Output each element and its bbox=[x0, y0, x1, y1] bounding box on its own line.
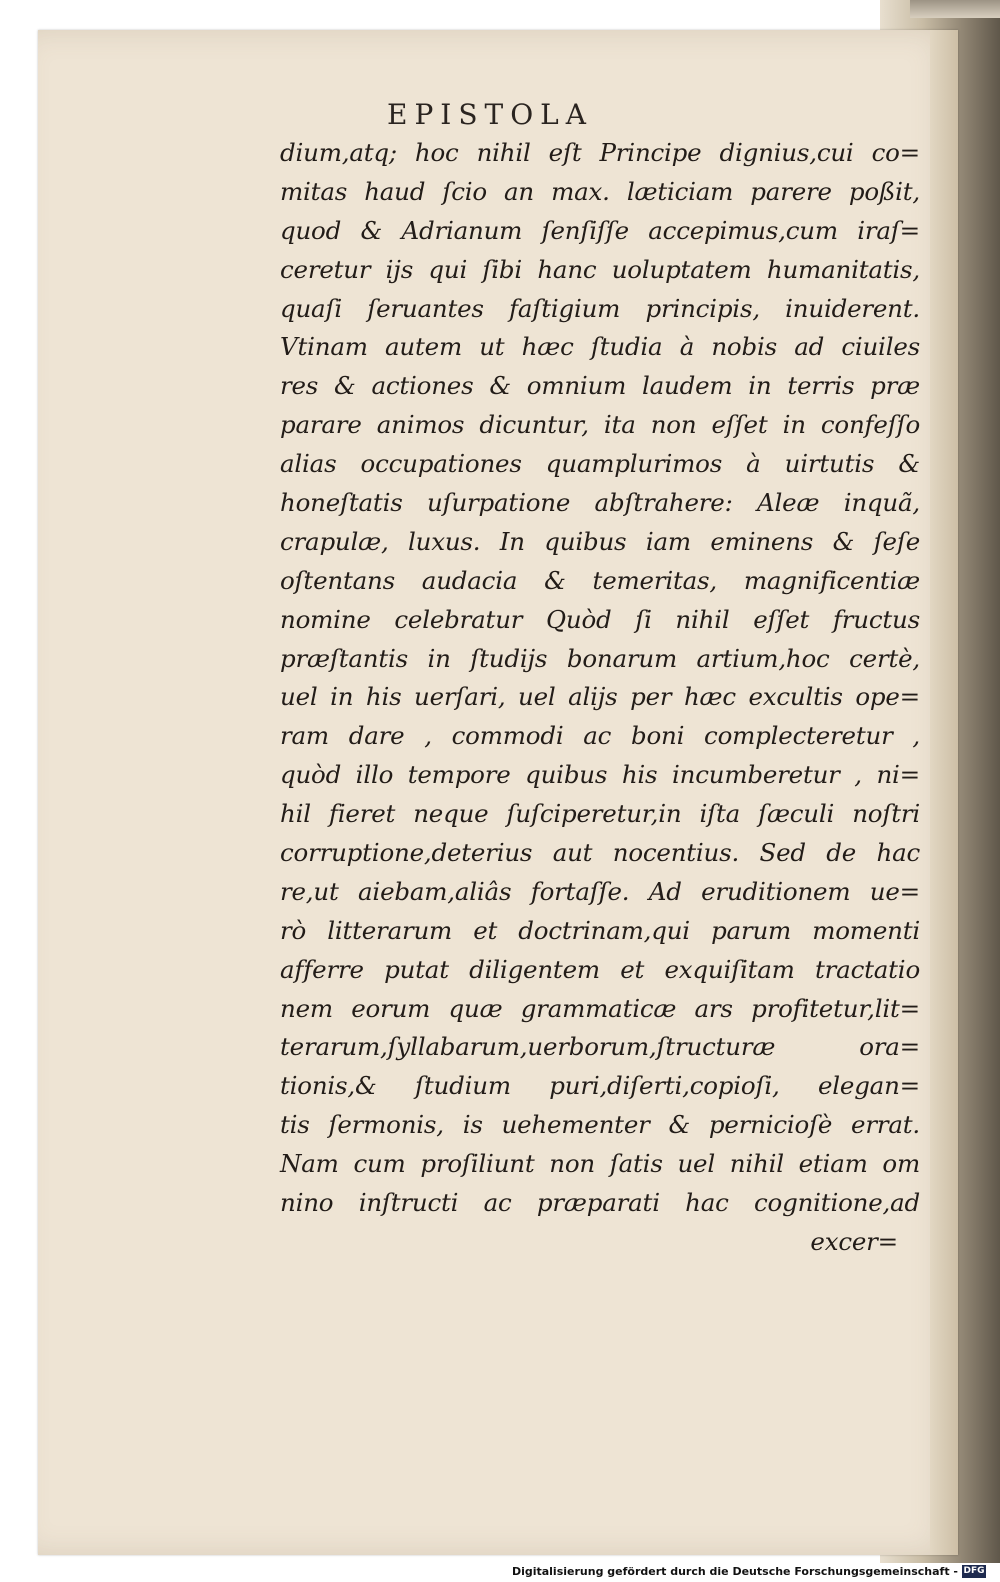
text-line: rò litterarum et doctrinam,qui parum momenti bbox=[280, 915, 920, 945]
text-line: quòd illo tempore quibus his incumberetur , ni= bbox=[280, 760, 920, 790]
page-fold-shadow bbox=[930, 30, 958, 1555]
text-line: re,ut aiebam,aliâs fortaſſe. Ad eruditionem ue= bbox=[280, 876, 920, 906]
catchword: excer= bbox=[810, 1226, 898, 1256]
running-head: EPISTOLA bbox=[387, 98, 593, 131]
text-line: nomine celebratur Quòd ſi nihil eſſet fructus bbox=[280, 604, 920, 634]
book-top-edge bbox=[910, 0, 1000, 18]
text-line: tionis,& ſtudium puri,diſerti,copioſi, elegan= bbox=[280, 1071, 920, 1101]
text-line: dium,atq; hoc nihil eſt Principe dignius,cui co= bbox=[280, 138, 920, 167]
text-line: quod & Adrianum ſenſiſſe accepimus,cum iraſ= bbox=[280, 215, 920, 245]
body-text bbox=[280, 134, 920, 1262]
text-line: alias occupationes quamplurimos à uirtutis & bbox=[280, 449, 920, 479]
text-line: hil fieret neque ſuſciperetur,in iſta ſæculi noſtri bbox=[280, 799, 920, 829]
text-line: terarum,ſyllabarum,uerborum,ſtructuræ ora= bbox=[280, 1032, 920, 1062]
funding-notice: Digitalisierung gefördert durch die Deutsche Forschungsgemeinschaft - bbox=[511, 1565, 958, 1578]
text-line: nino inſtructi ac præparati hac cognitione,ad bbox=[280, 1188, 920, 1218]
text-line: res & actiones & omnium laudem in terris præ bbox=[280, 371, 920, 401]
text-line: nem eorum quæ grammaticæ ars profitetur,lit= bbox=[280, 993, 920, 1023]
text-line: honeſtatis uſurpatione abſtrahere: Aleæ inquã, bbox=[280, 488, 920, 518]
text-line: crapulæ, luxus. In quibus iam eminens & ſeſe bbox=[280, 526, 920, 556]
text-line: uel in his uerſari, uel alijs per hæc excultis ope= bbox=[280, 682, 920, 712]
text-line: afferre putat diligentem et exquiſitam tractatio bbox=[280, 954, 920, 984]
text-line: parare animos dicuntur, ita non eſſet in confeſſo bbox=[280, 410, 920, 440]
text-line: corruptione,deterius aut nocentius. Sed de hac bbox=[280, 838, 920, 868]
text-line: ram dare , commodi ac boni complecteretur , bbox=[280, 721, 920, 751]
dfg-logo: DFG bbox=[963, 1566, 985, 1576]
text-line: ceretur ijs qui ſibi hanc uoluptatem humanitatis, bbox=[280, 254, 920, 284]
text-line: tis ſermonis, is uehementer & pernicioſè errat. bbox=[280, 1110, 920, 1140]
text-line: Nam cum proſiliunt non ſatis uel nihil etiam om bbox=[280, 1149, 920, 1179]
text-line: Vtinam autem ut hæc ſtudia à nobis ad ciuiles bbox=[280, 332, 920, 362]
text-line: oſtentans audacia & temeritas, magnificentiæ bbox=[280, 565, 920, 595]
text-line: quaſi ſeruantes faſtigium principis, inuiderent. bbox=[280, 293, 920, 323]
text-line: mitas haud ſcio an max. læticiam parere poßit, bbox=[280, 176, 920, 206]
text-line: præſtantis in ſtudijs bonarum artium,hoc certè, bbox=[280, 643, 920, 673]
